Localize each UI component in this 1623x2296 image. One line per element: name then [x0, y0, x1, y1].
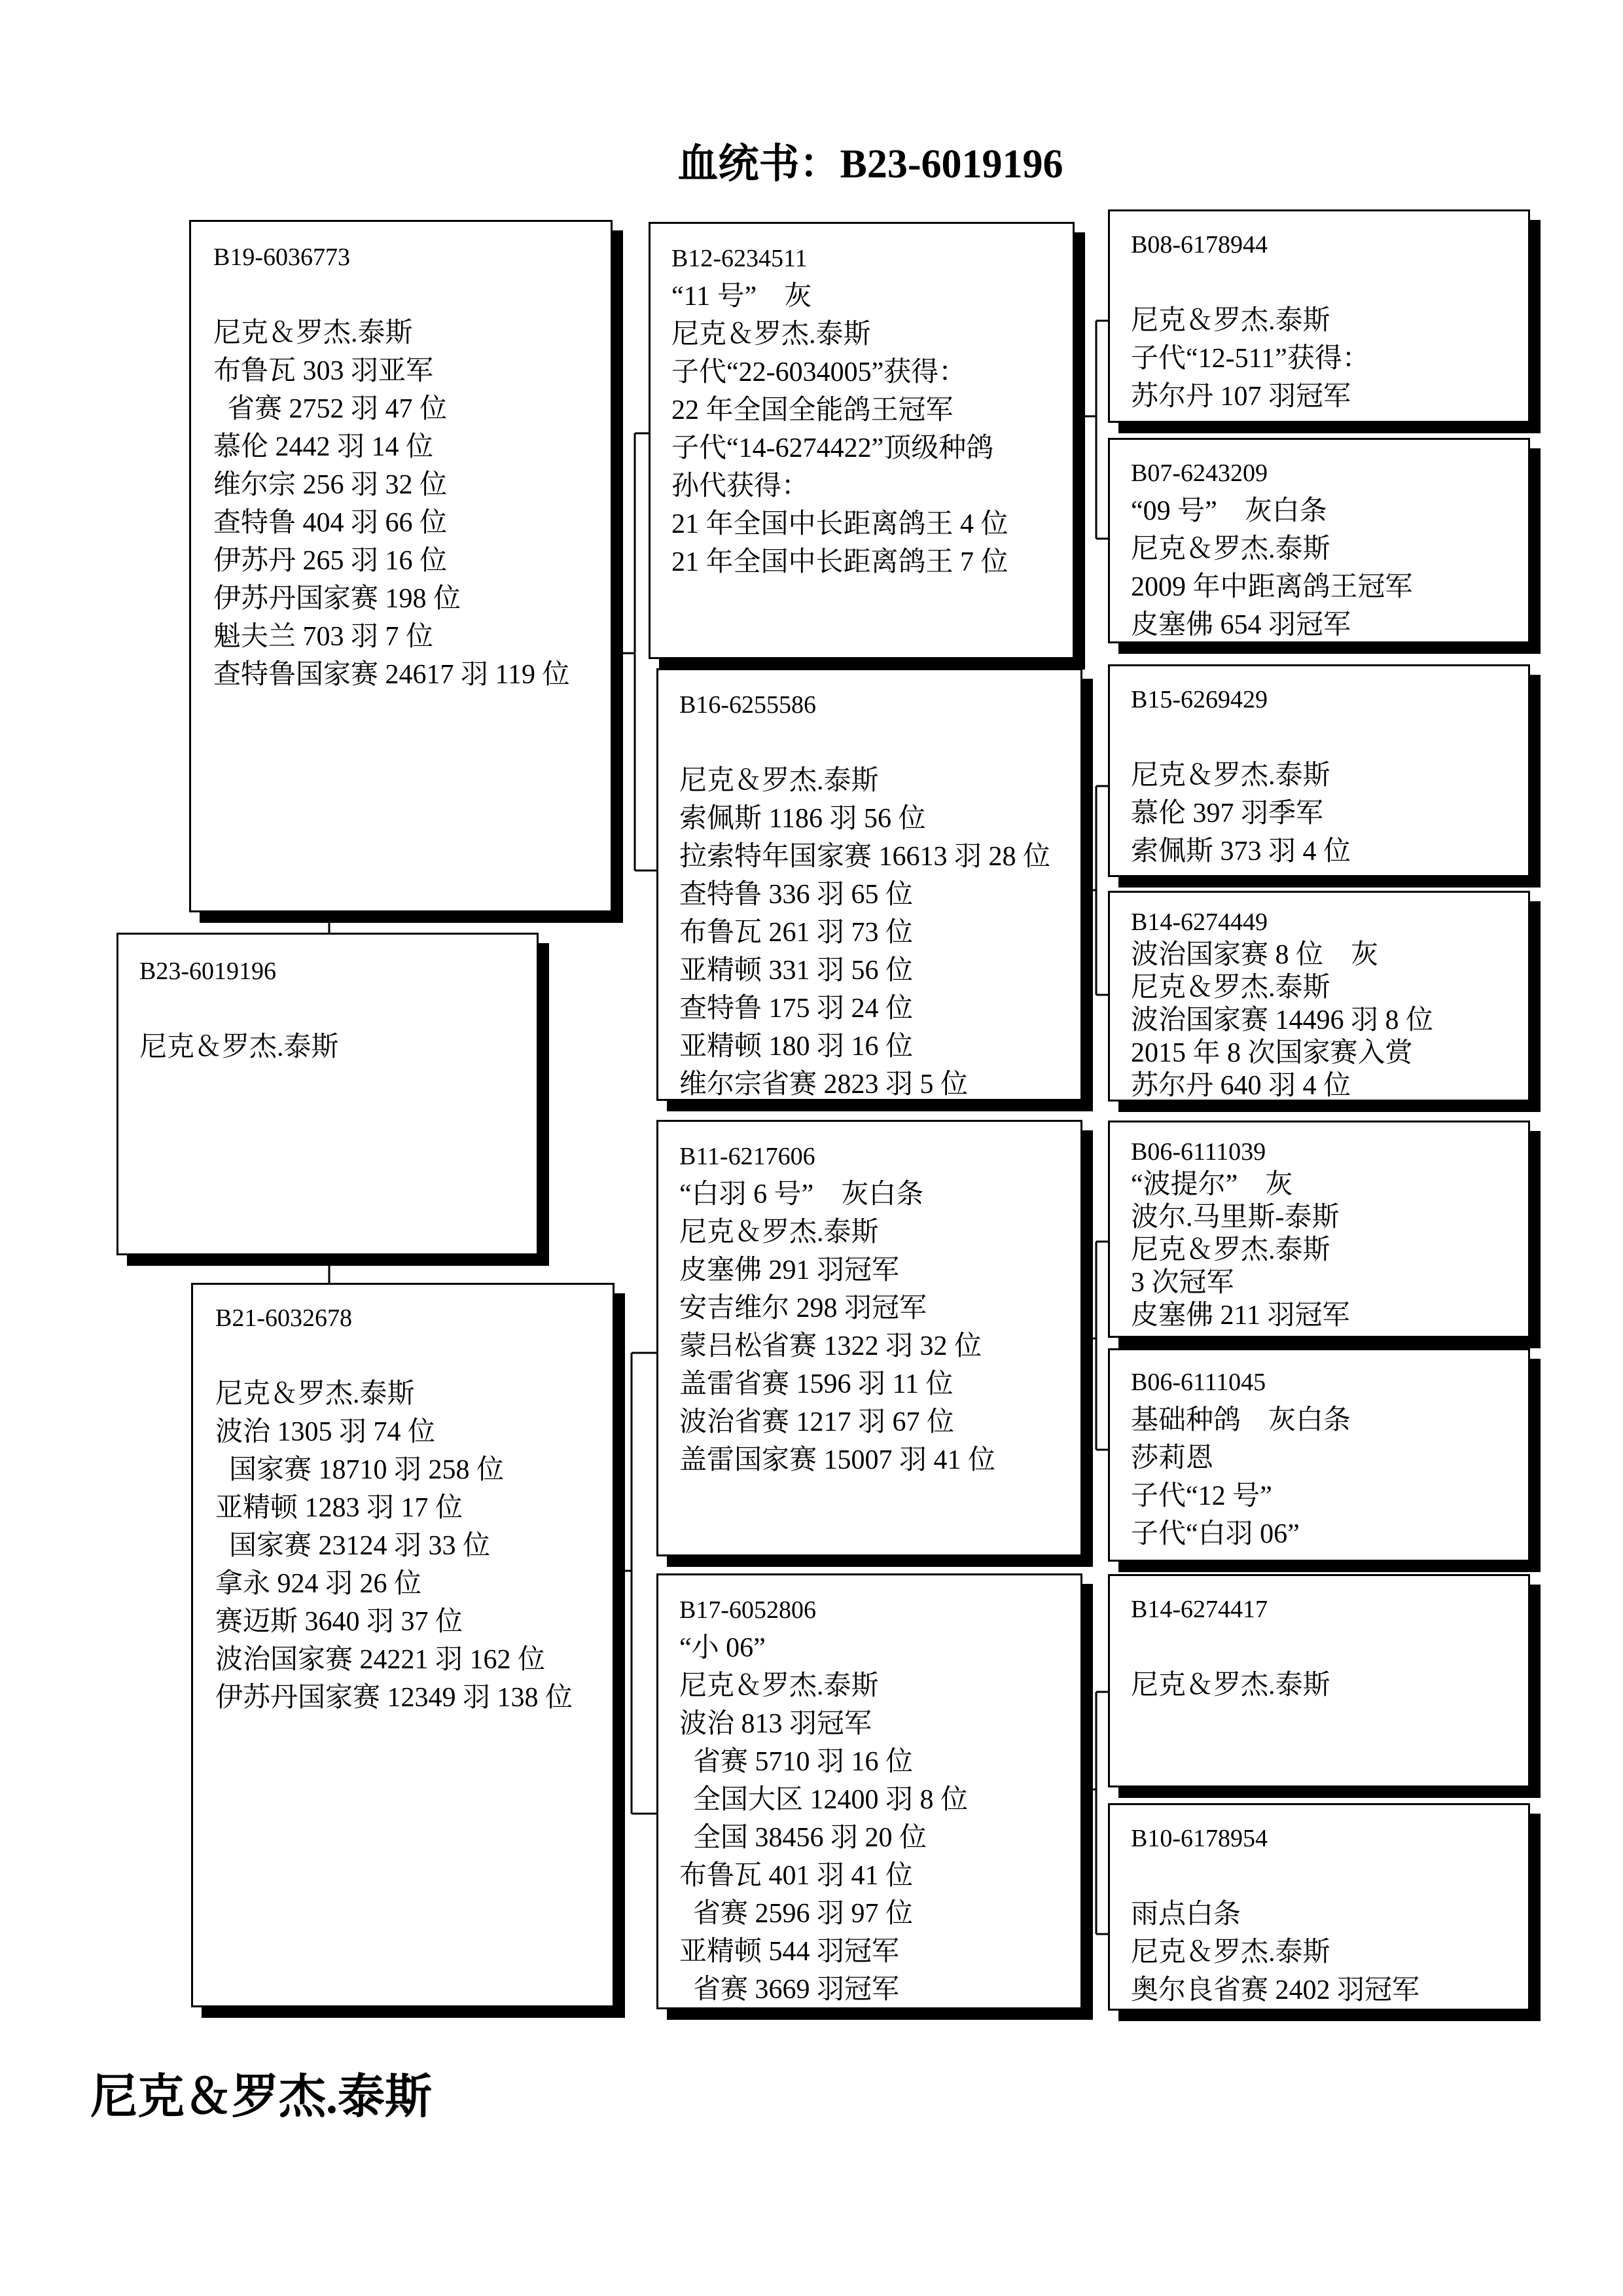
breeder-name: 尼克＆罗杰.泰斯	[90, 2071, 433, 2123]
record-line: 21 年全国中长距离鸽王 4 位	[671, 509, 1008, 539]
ring-number: B15-6269429	[1131, 686, 1268, 713]
record-line: 尼克＆罗杰.泰斯	[679, 1671, 879, 1701]
record-line: 莎莉恩	[1131, 1443, 1214, 1473]
pedigree-card-dd-sire	[1108, 1574, 1530, 1787]
record-line: 尼克＆罗杰.泰斯	[215, 1379, 415, 1409]
record-line: 孙代获得：	[671, 471, 810, 501]
record-line: 拿永 924 羽 26 位	[215, 1569, 422, 1599]
record-line: 奥尔良省赛 2402 羽冠军	[1131, 1975, 1420, 2005]
record-line: 尼克＆罗杰.泰斯	[1131, 973, 1330, 1003]
record-line: 3 次冠军	[1131, 1268, 1234, 1298]
record-line: 盖雷国家赛 15007 羽 41 位	[679, 1445, 996, 1475]
record-line: 子代“14-6274422”顶级种鸽	[671, 433, 994, 463]
connector-line	[1074, 321, 1108, 539]
record-line: 波治国家赛 14496 羽 8 位	[1131, 1005, 1434, 1035]
ring-number: B12-6234511	[671, 245, 808, 272]
record-line: 拉索特年国家赛 16613 羽 28 位	[679, 842, 1051, 872]
connector-line	[1082, 786, 1108, 995]
record-line: 维尔宗省赛 2823 羽 5 位	[679, 1069, 969, 1100]
record-line: “11 号” 灰	[671, 281, 812, 312]
record-line: 尼克＆罗杰.泰斯	[139, 1032, 339, 1062]
record-line: 布鲁瓦 401 羽 41 位	[679, 1861, 914, 1891]
record-line: 蒙吕松省赛 1322 羽 32 位	[679, 1331, 982, 1361]
spacer-line	[679, 724, 1080, 762]
record-line: 全国大区 12400 羽 8 位	[679, 1785, 969, 1815]
spacer-line	[1131, 719, 1528, 757]
pedigree-card-subject	[116, 933, 539, 1255]
ring-number: B14-6274417	[1131, 1596, 1268, 1623]
record-line: 子代“白羽 06”	[1131, 1519, 1300, 1549]
record-line: 慕伦 2442 羽 14 位	[213, 432, 434, 462]
record-line: 尼克＆罗杰.泰斯	[1131, 1235, 1330, 1265]
record-line: 安吉维尔 298 羽冠军	[679, 1293, 927, 1323]
pedigree-card-dd-dam	[1108, 1803, 1530, 2011]
record-line: 尼克＆罗杰.泰斯	[671, 319, 871, 350]
record-line: 盖雷省赛 1596 羽 11 位	[679, 1369, 954, 1399]
record-line: 雨点白条	[1131, 1899, 1241, 1929]
pedigree-card-sire-sire	[649, 222, 1075, 659]
record-line: 省赛 2752 羽 47 位	[213, 394, 448, 424]
record-line: 查特鲁 336 羽 65 位	[679, 880, 914, 910]
record-line: 2009 年中距离鸽王冠军	[1131, 572, 1413, 602]
ring-number: B06-6111045	[1131, 1369, 1266, 1396]
pedigree-card-sd-sire	[1108, 664, 1530, 877]
spacer-line	[139, 990, 537, 1028]
record-line: 尼克＆罗杰.泰斯	[679, 1217, 879, 1247]
pedigree-card-sire-dam	[656, 668, 1082, 1101]
ring-number: B07-6243209	[1131, 459, 1268, 487]
record-line: 亚精顿 1283 羽 17 位	[215, 1493, 463, 1523]
record-line: 基础种鸽 灰白条	[1131, 1405, 1351, 1435]
record-line: 子代“22-6034005”获得：	[671, 357, 967, 387]
record-line: 省赛 2596 羽 97 位	[679, 1899, 914, 1929]
record-line: 波治国家赛 8 位 灰	[1131, 940, 1379, 970]
ring-number: B08-6178944	[1131, 231, 1268, 259]
record-line: 尼克＆罗杰.泰斯	[213, 318, 413, 348]
record-line: 尼克＆罗杰.泰斯	[1131, 761, 1330, 791]
pedigree-card-dam-sire	[656, 1120, 1082, 1556]
record-line: 2015 年 8 次国家赛入赏	[1131, 1038, 1413, 1068]
pedigree-card-ds-dam	[1108, 1348, 1530, 1562]
record-line: 全国 38456 羽 20 位	[679, 1823, 927, 1853]
record-line: 查特鲁 175 羽 24 位	[679, 994, 914, 1024]
record-line: 尼克＆罗杰.泰斯	[1131, 1937, 1330, 1967]
record-line: 国家赛 23124 羽 33 位	[215, 1531, 491, 1561]
document-title: 血统书：B23-6019196	[677, 142, 1063, 187]
connector-line	[613, 1353, 656, 1814]
record-line: 亚精顿 180 羽 16 位	[679, 1031, 914, 1062]
record-line: “小 06”	[679, 1633, 766, 1663]
record-line: 亚精顿 331 羽 56 位	[679, 956, 914, 986]
record-line: 亚精顿 544 羽冠军	[679, 1937, 900, 1967]
record-line: “白羽 6 号” 灰白条	[679, 1179, 924, 1210]
record-line: “09 号” 灰白条	[1131, 496, 1327, 526]
record-line: 尼克＆罗杰.泰斯	[1131, 306, 1330, 336]
record-line: 尼克＆罗杰.泰斯	[1131, 534, 1330, 564]
record-line: 苏尔丹 107 羽冠军	[1131, 382, 1351, 412]
record-line: 波治国家赛 24221 羽 162 位	[215, 1645, 546, 1675]
pedigree-card-sire	[189, 220, 613, 912]
record-line: 子代“12 号”	[1131, 1481, 1272, 1511]
ring-number: B17-6052806	[679, 1596, 816, 1624]
spacer-line	[1131, 264, 1528, 302]
pedigree-card-ss-dam	[1108, 438, 1530, 643]
pedigree-card-sd-dam	[1108, 891, 1530, 1102]
record-line: “波提尔” 灰	[1131, 1170, 1293, 1200]
record-line: 皮塞佛 654 羽冠军	[1131, 610, 1351, 640]
connector-line	[1082, 1692, 1108, 1934]
spacer-line	[215, 1337, 613, 1375]
pedigree-card-dam-dam	[656, 1573, 1082, 2009]
record-line: 省赛 5710 羽 16 位	[679, 1747, 914, 1777]
connector-line	[1082, 1242, 1108, 1450]
record-line: 布鲁瓦 303 羽亚军	[213, 356, 434, 386]
record-line: 21 年全国中长距离鸽王 7 位	[671, 547, 1008, 577]
record-line: 伊苏丹 265 羽 16 位	[213, 546, 448, 576]
spacer-line	[1131, 1628, 1528, 1666]
ring-number: B16-6255586	[679, 691, 816, 719]
record-line: 国家赛 18710 羽 258 位	[215, 1455, 505, 1485]
spacer-line	[213, 276, 611, 314]
ring-number: B06-6111039	[1131, 1138, 1266, 1166]
record-line: 魁夫兰 703 羽 7 位	[213, 622, 434, 652]
record-line: 波治省赛 1217 羽 67 位	[679, 1407, 955, 1437]
record-line: 查特鲁 404 羽 66 位	[213, 508, 448, 538]
record-line: 苏尔丹 640 羽 4 位	[1131, 1071, 1351, 1101]
record-line: 波治 813 羽冠军	[679, 1709, 872, 1739]
record-line: 省赛 3669 羽冠军	[679, 1975, 900, 2005]
record-line: 慕伦 397 羽季军	[1131, 798, 1324, 829]
spacer-line	[1131, 1857, 1528, 1895]
pedigree-card-ss-sire	[1108, 209, 1530, 423]
ring-number: B11-6217606	[679, 1143, 815, 1170]
record-line: 赛迈斯 3640 羽 37 位	[215, 1607, 463, 1637]
pedigree-card-ds-sire	[1108, 1121, 1530, 1338]
ring-number: B19-6036773	[213, 243, 350, 271]
record-line: 索佩斯 373 羽 4 位	[1131, 836, 1351, 867]
ring-number: B21-6032678	[215, 1304, 352, 1332]
record-line: 子代“12-511”获得：	[1131, 344, 1370, 374]
ring-number: B10-6178954	[1131, 1825, 1268, 1852]
record-line: 尼克＆罗杰.泰斯	[679, 766, 879, 796]
record-line: 皮塞佛 211 羽冠军	[1131, 1300, 1350, 1331]
record-line: 伊苏丹国家赛 12349 羽 138 位	[215, 1683, 573, 1713]
record-line: 尼克＆罗杰.泰斯	[1131, 1670, 1330, 1700]
record-line: 索佩斯 1186 羽 56 位	[679, 804, 926, 834]
record-line: 22 年全国全能鸽王冠军	[671, 395, 954, 425]
record-line: 查特鲁国家赛 24617 羽 119 位	[213, 660, 570, 690]
record-line: 伊苏丹国家赛 198 位	[213, 584, 461, 614]
record-line: 皮塞佛 291 羽冠军	[679, 1255, 900, 1285]
ring-number: B23-6019196	[139, 958, 276, 985]
record-line: 波尔.马里斯-泰斯	[1131, 1202, 1340, 1232]
pedigree-card-dam	[191, 1283, 615, 2007]
record-line: 维尔宗 256 羽 32 位	[213, 470, 448, 500]
record-line: 布鲁瓦 261 羽 73 位	[679, 918, 914, 948]
record-line: 波治 1305 羽 74 位	[215, 1417, 436, 1447]
ring-number: B14-6274449	[1131, 908, 1268, 936]
